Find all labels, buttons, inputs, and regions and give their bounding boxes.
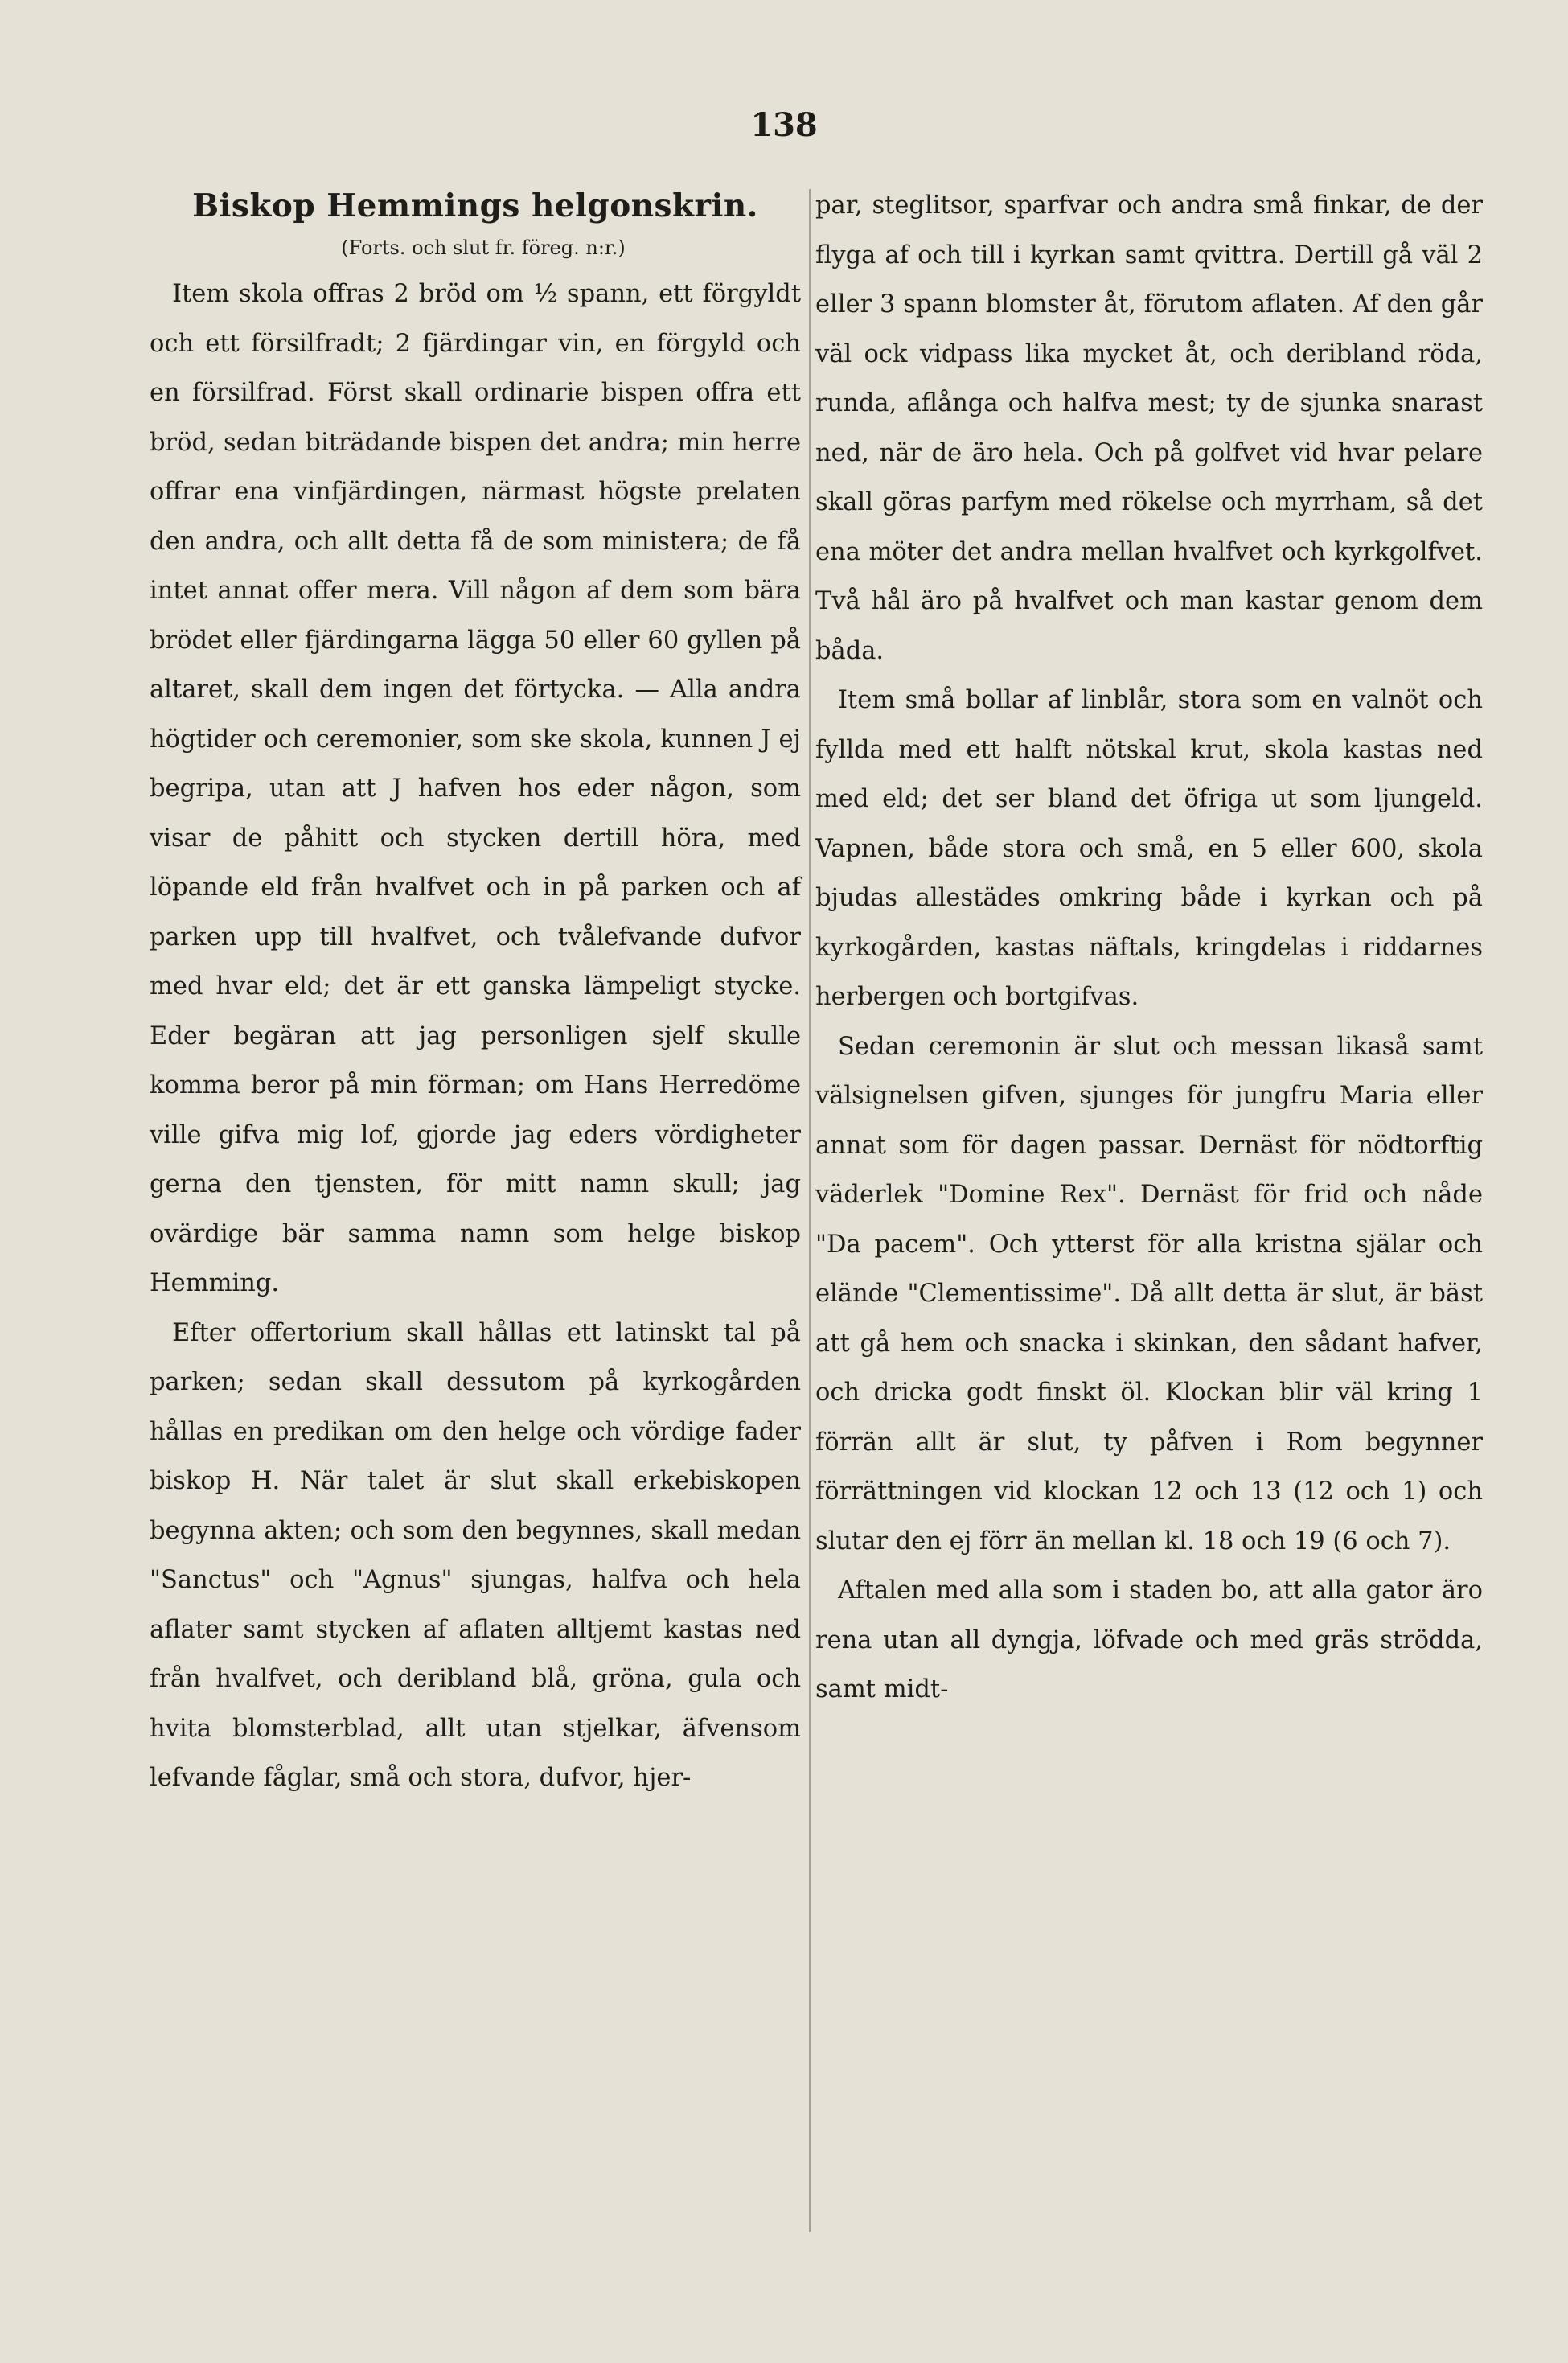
paragraph: Item skola offras 2 bröd om ½ spann, ett förgyldt och ett försilfradt; 2 fjärdingar vin, en förgyld och en försilfrad. Först skall ordinarie bispen offra ett bröd, sedan biträdande bispen det andra; min herre offrar ena vinfjärdingen, närmast högste prelaten den andra, och allt detta få de som ministera; de få intet annat offer mera. Vill någon af dem som bära brödet eller fjärdingarna lägga 50 eller 60 gyllen på altaret, skall dem ingen det förtycka. — Alla andra högtider och ceremonier, som ske skola, kunnen J ej begripa, utan att J hafven hos eder någon, som visar de påhitt och stycken dertill höra, med löpande eld från hvalfvet och in på parken och af parken upp till hvalfvet, och tvålefvande dufvor med hvar eld; det är ett ganska lämpeligt stycke. Eder begäran att jag personligen sjelf skulle komma beror på min förman; om Hans Herredöme ville gifva mig lof, gjorde jag eders vördigheter gerna den tjensten, för mitt namn skull; jag ovärdige bär samma namn som helge biskop Hemming. (150, 280, 801, 1297)
right-column (815, 181, 1483, 1715)
page-number: 138 (750, 106, 818, 144)
paragraph: Sedan ceremonin är slut och messan likaså samt välsignelsen gifven, sjunges för jungfru Maria eller annat som för dagen passar. Dernäst för nödtorftig väderlek "Domine Rex". Dernäst för frid och nåde "Da pacem". Och ytterst för alla kristna själar och elände "Clementissime". Då allt detta är slut, är bäst att gå hem och snacka i skinkan, den sådant hafver, och dricka godt finskt öl. Klockan blir väl kring 1 förrän allt är slut, ty påfven i Rom begynner förrättningen vid klockan 12 och 13 (12 och 1) och slutar den ej förr än mellan kl. 18 och 19 (6 och 7). (815, 1032, 1483, 1555)
column-divider (809, 189, 811, 2232)
article-heading: Biskop Hemmings helgonskrin. (192, 187, 758, 224)
continuation-note: (Forts. och slut fr. föreg. n:r.) (341, 236, 626, 259)
paragraph: Aftalen med alla som i staden bo, att alla gator äro rena utan all dyngja, löfvade och med gräs strödda, samt midt- (815, 1576, 1483, 1703)
paragraph: Efter offertorium skall hållas ett latinskt tal på parken; sedan skall dessutom på kyrkogården hållas en predikan om den helge och vördige fader biskop H. När talet är slut skall erkebiskopen begynna akten; och som den begynnes, skall medan "Sanctus" och "Agnus" sjungas, halfva och hela aflater samt stycken af aflaten alltjemt kastas ned från hvalfvet, och deribland blå, gröna, gula och hvita blomsterblad, allt utan stjelkar, äfvensom lefvande fåglar, små och stora, dufvor, hjer- (150, 1318, 801, 1792)
paragraph: par, steglitsor, sparfvar och andra små finkar, de der flyga af och till i kyrkan samt qvittra. Dertill gå väl 2 eller 3 spann blomster åt, förutom aflaten. Af den går väl ock vidpass lika mycket åt, och deribland röda, runda, aflånga och halfva mest; ty de sjunka snarast ned, när de äro hela. Och på golfvet vid hvar pelare skall göras parfym med rökelse och myrrham, så det ena möter det andra mellan hvalfvet och kyrkgolfvet. Två hål äro på hvalfvet och man kastar genom dem båda. (815, 191, 1483, 665)
left-column (150, 181, 801, 1803)
paragraph: Item små bollar af linblår, stora som en valnöt och fyllda med ett halft nötskal krut, skola kastas ned med eld; det ser bland det öfriga ut som ljungeld. Vapnen, både stora och små, en 5 eller 600, skola bjudas allestädes omkring både i kyrkan och på kyrkogården, kastas näftals, kringdelas i riddarnes herbergen och bortgifvas. (815, 686, 1483, 1011)
